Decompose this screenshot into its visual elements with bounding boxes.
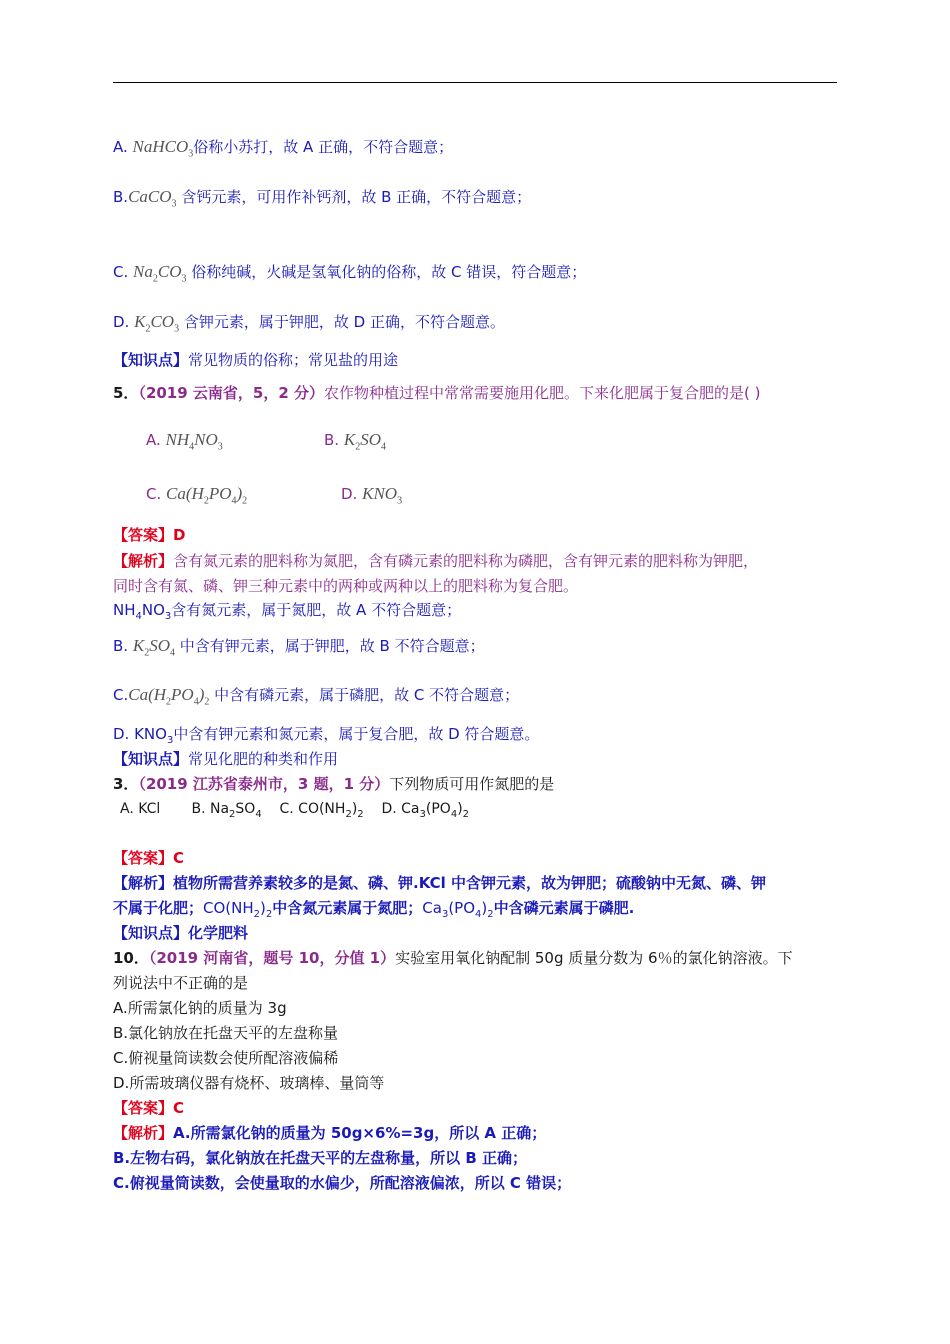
analysis-line-c: C. $Na_2CO_3$ 俗称纯碱，火碱是氢氧化钠的俗称，故 C 错误，符合题意；	[113, 262, 587, 285]
q10-analysis-1: 【解析】A.所需氯化钠的质量为 50g×6%=3g，所以 A 正确；	[113, 1124, 547, 1142]
knowledge-point-2: 【知识点】常见化肥的种类和作用	[113, 750, 339, 768]
q5-analysis-line-d: D. $KNO_3$中含有钾元素和氮元素，属于复合肥，故 D 符合题意。	[113, 725, 540, 746]
knowledge-point-1: 【知识点】常见物质的俗称；常见盐的用途	[113, 351, 399, 369]
analysis-line-d: D. $K_2CO_3$ 含钾元素，属于钾肥，故 D 正确，不符合题意。	[113, 312, 505, 335]
q5-option-c: C. $Ca(H_2PO_4)_2$	[146, 484, 248, 507]
q3-options: A. KCl B. $Na_2SO_4$ C. $CO(NH_2)_2$ D. $Ca_3(PO_4)_2$	[120, 801, 470, 820]
q10-option-d: D.所需玻璃仪器有烧杯、玻璃棒、量筒等	[113, 1074, 385, 1092]
q5-option-b: B. $K_2SO_4$	[324, 430, 386, 453]
q5-analysis-line-b: B. $K_2SO_4$ 中含有钾元素，属于钾肥，故 B 不符合题意；	[113, 636, 485, 659]
knowledge-point-3: 【知识点】化学肥料	[113, 924, 249, 942]
question-10-stem-2: 列说法中不正确的是	[113, 974, 249, 992]
q10-option-c: C.俯视量筒读数会使所配溶液偏稀	[113, 1049, 339, 1067]
q3-analysis-2: 不属于化肥；$CO(NH_2)_2$中含氮元素属于氮肥；$Ca_3(PO_4)_2$中含磷元素属于磷肥.	[113, 899, 635, 920]
question-10-stem-1: 10．（2019 河南省，题号 10，分值 1）实验室用氧化钠配制 50g 质量分数为 6％的氯化钠溶液。下	[113, 949, 793, 967]
q3-analysis-1: 【解析】植物所需营养素较多的是氮、磷、钾.KCl 中含钾元素，故为钾肥；硫酸钠中无氮、磷、钾	[113, 874, 767, 892]
q5-analysis-1: 【解析】含有氮元素的肥料称为氮肥，含有磷元素的肥料称为磷肥，含有钾元素的肥料称为钾肥，	[113, 552, 759, 570]
q10-option-a: A.所需氯化钠的质量为 3g	[113, 999, 287, 1017]
q5-analysis-line-c: $C.Ca(H_2PO_4)_2$ 中含有磷元素，属于磷肥，故 C 不符合题意；	[113, 685, 520, 708]
header-rule	[113, 82, 837, 83]
q3-answer: 【答案】C	[113, 849, 185, 867]
question-3-stem: 3．（2019 江苏省泰州市，3 题，1 分）下列物质可用作氮肥的是	[113, 775, 555, 793]
q10-option-b: B.氯化钠放在托盘天平的左盘称量	[113, 1024, 339, 1042]
analysis-line-a: A. NaHCO$_3$俗称小苏打，故 A 正确，不符合题意；	[113, 137, 454, 160]
q10-analysis-3: C.俯视量筒读数，会使量取的水偏少，所配溶液偏浓，所以 C 错误；	[113, 1174, 572, 1192]
q5-analysis-line-a: $NH_4NO_3$含有氮元素，属于氮肥，故 A 不符合题意；	[113, 601, 462, 622]
q5-option-a: A. $NH_4NO_3$	[146, 430, 223, 453]
q10-answer: 【答案】C	[113, 1099, 185, 1117]
question-5-stem: 5．（2019 云南省，5，2 分）农作物种植过程中常常需要施用化肥。下来化肥属于复合肥的是( )	[113, 384, 761, 402]
q5-option-d: D. $KNO_3$	[341, 484, 403, 507]
q5-answer: 【答案】D	[113, 526, 186, 544]
q5-analysis-2: 同时含有氮、磷、钾三种元素中的两种或两种以上的肥料称为复合肥。	[113, 577, 579, 595]
q10-analysis-2: B.左物右码，氯化钠放在托盘天平的左盘称量，所以 B 正确；	[113, 1149, 528, 1167]
analysis-line-b: B.CaCO$_3$ 含钙元素，可用作补钙剂，故 B 正确，不符合题意；	[113, 187, 532, 210]
